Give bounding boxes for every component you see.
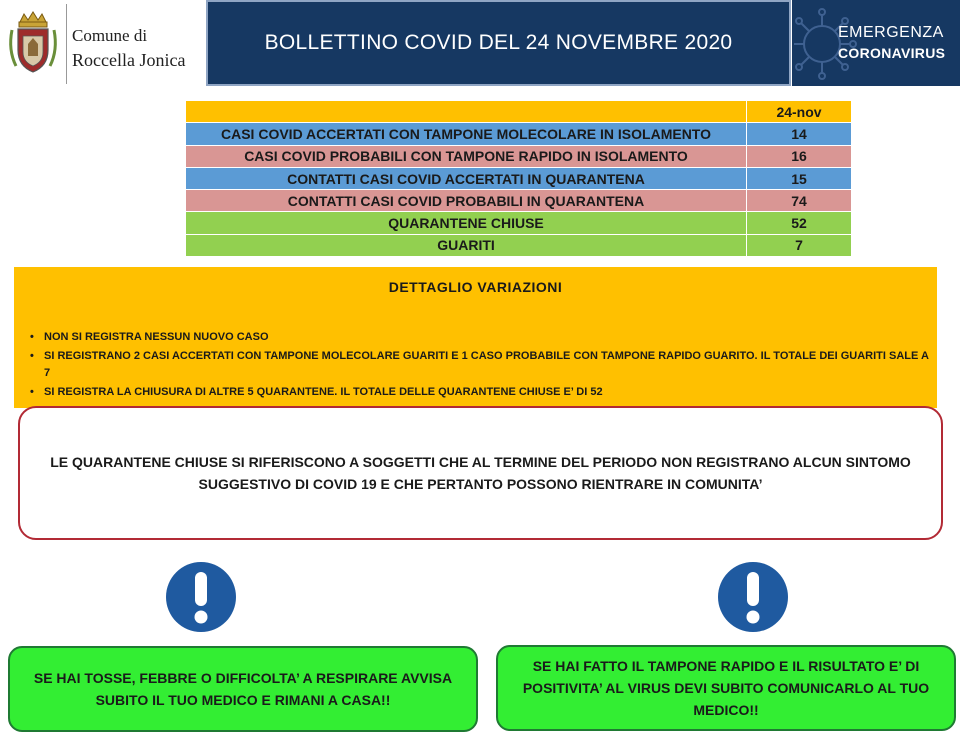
logo-text-comune: Comune di xyxy=(72,26,148,45)
list-item: • SI REGISTRANO 2 CASI ACCERTATI CON TAMPONE MOLECOLARE GUARITI E 1 CASO PROBABILE CON TAMPONE RAPIDO GUARITO. IL TOTALE DEI GUARITI SALE A 7 xyxy=(30,348,930,382)
rapid-test-warning-text: SE HAI FATTO IL TAMPONE RAPIDO E IL RISULTATO E’ DI POSITIVITA’ AL VIRUS DEVI SUBITO COMUNICARLO AL TUO MEDICO!! xyxy=(522,658,930,718)
details-list xyxy=(30,329,930,403)
table-header-label-cell xyxy=(186,101,747,123)
quarantine-note-text: LE QUARANTENE CHIUSE SI RIFERISCONO A SOGGETTI CHE AL TERMINE DEL PERIODO NON REGISTRANO ALCUN SINTOMO SUGGESTIVO DI COVID 19 E CHE PERTANTO POSSONO RIENTRARE IN COMUNITA’ xyxy=(50,454,911,492)
coronavirus-label: CORONAVIRUS xyxy=(838,45,946,61)
rapid-test-warning-box xyxy=(496,645,956,731)
exclamation-icon xyxy=(164,560,238,634)
row-label-recovered: GUARITI xyxy=(186,234,747,256)
municipal-crest-icon xyxy=(6,10,60,76)
logo-text-town: Roccella Jonica xyxy=(72,50,186,70)
emergency-coronavirus-banner xyxy=(792,0,960,86)
logo-divider xyxy=(66,4,67,84)
details-panel xyxy=(14,267,937,408)
row-value-probable-contacts: 74 xyxy=(747,190,852,212)
table-row xyxy=(186,145,852,167)
row-label-closed-quarantines: QUARANTENE CHIUSE xyxy=(186,212,747,234)
row-label-confirmed-contacts: CONTATTI CASI COVID ACCERTATI IN QUARANTENA xyxy=(186,167,747,189)
list-item: • SI REGISTRA LA CHIUSURA DI ALTRE 5 QUARANTENE. IL TOTALE DELLE QUARANTENE CHIUSE E’ DI 52 xyxy=(30,384,930,401)
table-row xyxy=(186,167,852,189)
row-value-recovered: 7 xyxy=(747,234,852,256)
table-row xyxy=(186,190,852,212)
symptoms-warning-box xyxy=(8,646,478,732)
details-title: DETTAGLIO VARIAZIONI xyxy=(388,279,563,295)
symptoms-warning-text: SE HAI TOSSE, FEBBRE O DIFFICOLTA’ A RESPIRARE AVVISA SUBITO IL TUO MEDICO E RIMANI A CASA!! xyxy=(33,670,453,708)
row-label-probable-contacts: CONTATTI CASI COVID PROBABILI IN QUARANTENA xyxy=(186,190,747,212)
coronavirus-icon xyxy=(792,4,872,84)
row-value-closed-quarantines: 52 xyxy=(747,212,852,234)
row-label-confirmed-isolation: CASI COVID ACCERTATI CON TAMPONE MOLECOLARE IN ISOLAMENTO xyxy=(186,123,747,145)
covid-stats-table xyxy=(185,100,852,257)
quarantine-note-box xyxy=(18,406,943,540)
table-header-row xyxy=(186,101,852,123)
table-row xyxy=(186,212,852,234)
table-header-date: 24-nov xyxy=(747,101,852,123)
row-value-probable-isolation: 16 xyxy=(747,145,852,167)
bulletin-title: BOLLETTINO COVID DEL 24 NOVEMBRE 2020 xyxy=(206,0,791,86)
table-row xyxy=(186,123,852,145)
exclamation-icon xyxy=(716,560,790,634)
list-item: • NON SI REGISTRA NESSUN NUOVO CASO xyxy=(30,329,930,346)
table-row xyxy=(186,234,852,256)
emergency-label: EMERGENZA xyxy=(838,24,944,41)
row-value-confirmed-isolation: 14 xyxy=(747,123,852,145)
municipality-logo xyxy=(0,0,204,90)
row-value-confirmed-contacts: 15 xyxy=(747,167,852,189)
row-label-probable-isolation: CASI COVID PROBABILI CON TAMPONE RAPIDO IN ISOLAMENTO xyxy=(186,145,747,167)
